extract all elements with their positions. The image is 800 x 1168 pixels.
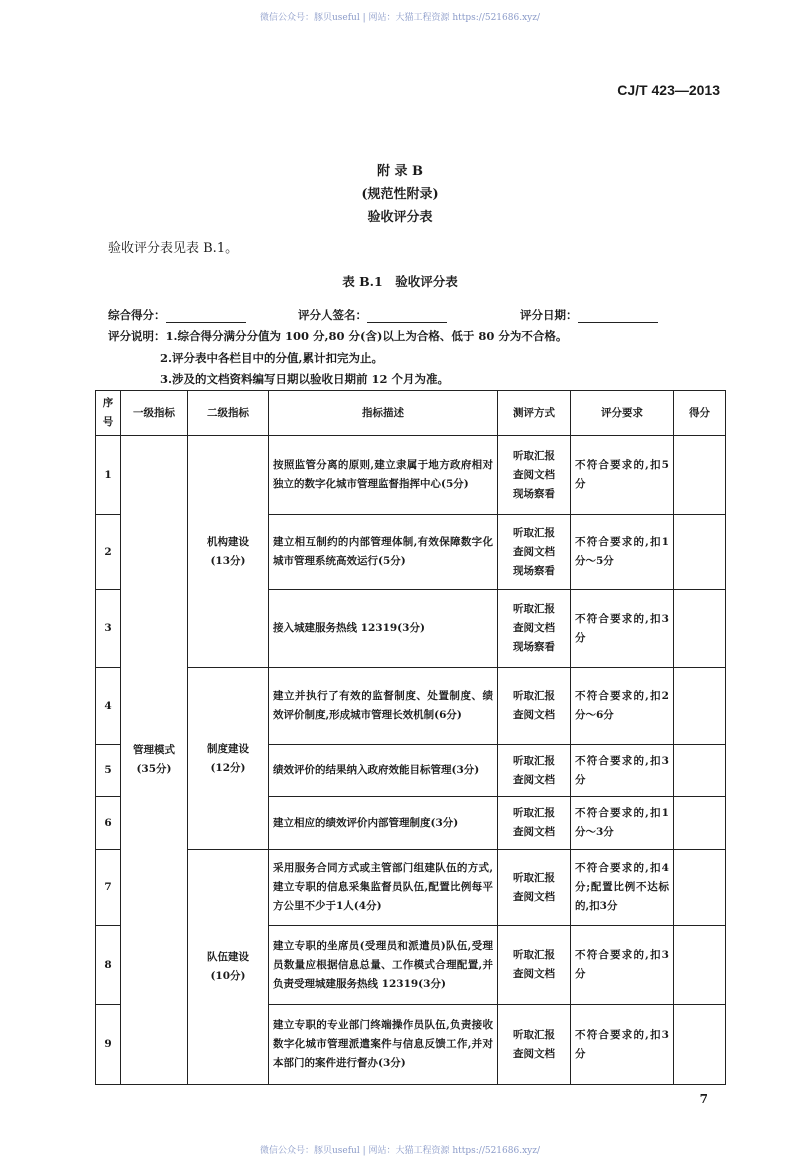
level2-name: 机构建设: [207, 535, 249, 548]
field-score-label: 综合得分：: [108, 308, 166, 322]
method-line: 听取汇报: [513, 871, 555, 884]
field-signer-blank: [367, 311, 447, 323]
field-score-blank: [166, 311, 246, 323]
column-header: 序号: [96, 391, 121, 436]
score-cell[interactable]: [674, 850, 726, 926]
scoring-requirement: 不符合要求的,扣3分: [571, 926, 674, 1005]
table-row: [96, 668, 726, 745]
scoring-requirement: 不符合要求的,扣1分～5分: [571, 515, 674, 590]
scoring-requirement: 不符合要求的,扣3分: [571, 590, 674, 668]
standard-number: CJ/T 423—2013: [617, 82, 720, 98]
method-line: 听取汇报: [513, 949, 555, 961]
evaluation-method: [498, 436, 571, 515]
column-header: 测评方式: [498, 391, 571, 436]
evaluation-method: [498, 590, 571, 668]
scoring-requirement: 不符合要求的,扣5分: [571, 436, 674, 515]
indicator-description: 建立并执行了有效的监督制度、处置制度、绩效评价制度,形成城市管理长效机制(6分): [269, 668, 498, 745]
row-number: 4: [96, 668, 121, 745]
level2-indicator: [188, 668, 269, 850]
level2-name: 队伍建设: [207, 951, 249, 963]
score-cell[interactable]: [674, 668, 726, 745]
evaluation-method: [498, 745, 571, 797]
table-row: [96, 436, 726, 515]
scoring-requirement: 不符合要求的,扣3分: [571, 1005, 674, 1085]
indicator-description: 接入城建服务热线 12319(3分): [269, 590, 498, 668]
indicator-description: 绩效评价的结果纳入政府效能目标管理(3分): [269, 745, 498, 797]
column-header: 评分要求: [571, 391, 674, 436]
method-line: 查阅文档: [513, 622, 555, 634]
indicator-description: 建立专职的专业部门终端操作员队伍,负责接收数字化城市管理派遣案件与信息反馈工作,并对本部门的案件进行督办(3分): [269, 1005, 498, 1085]
field-date-label: 评分日期：: [520, 308, 578, 322]
row-number: 7: [96, 850, 121, 926]
row-number: 9: [96, 1005, 121, 1085]
indicator-description: 按照监管分离的原则,建立隶属于地方政府相对独立的数字化城市管理监督指挥中心(5分): [269, 436, 498, 515]
method-line: 查阅文档: [513, 709, 555, 721]
evaluation-method: [498, 515, 571, 590]
level2-indicator: [188, 850, 269, 1085]
level2-score: (10分): [210, 970, 246, 982]
notes-label: 评分说明：: [108, 329, 166, 343]
row-number: 5: [96, 745, 121, 797]
scoring-requirement: 不符合要求的,扣3分: [571, 745, 674, 797]
scoring-requirement: 不符合要求的,扣1分～3分: [571, 797, 674, 850]
method-line: 查阅文档: [513, 968, 555, 980]
watermark-top: 微信公众号：豚贝useful | 网站：大猫工程资源 https://521686.xyz/: [259, 13, 541, 23]
level2-score: (13分): [210, 554, 246, 567]
score-table: [95, 390, 726, 1085]
row-number: 3: [96, 590, 121, 668]
score-cell[interactable]: [674, 436, 726, 515]
score-cell[interactable]: [674, 590, 726, 668]
score-cell[interactable]: [674, 926, 726, 1005]
appendix-subtitle: (规范性附录): [361, 187, 439, 202]
level2-score: (12分): [210, 761, 246, 774]
table-row: [96, 850, 726, 926]
method-line: 查阅文档: [513, 890, 555, 903]
table-caption: 表 B.1 验收评分表: [342, 274, 458, 289]
method-line: 听取汇报: [513, 449, 555, 462]
evaluation-method: [498, 668, 571, 745]
page-number: 7: [699, 1092, 708, 1106]
score-cell[interactable]: [674, 515, 726, 590]
method-line: 现场察看: [513, 487, 555, 500]
score-cell[interactable]: [674, 1005, 726, 1085]
level1-name: 管理模式: [133, 744, 175, 756]
intro-text: 验收评分表见表 B.1。: [108, 241, 239, 256]
evaluation-method: [498, 850, 571, 926]
method-line: 听取汇报: [513, 526, 555, 539]
column-header: 指标描述: [269, 391, 498, 436]
notes-1: [108, 328, 567, 344]
method-line: 听取汇报: [513, 1028, 555, 1041]
level2-indicator: [188, 436, 269, 668]
method-line: 查阅文档: [513, 468, 555, 481]
field-score: [108, 307, 246, 323]
method-line: 查阅文档: [513, 1047, 555, 1060]
evaluation-method: [498, 797, 571, 850]
method-line: 听取汇报: [513, 754, 555, 767]
column-header: 得分: [674, 391, 726, 436]
indicator-description: 建立相应的绩效评价内部管理制度(3分): [269, 797, 498, 850]
method-line: 现场察看: [513, 564, 555, 577]
score-cell[interactable]: [674, 745, 726, 797]
method-line: 听取汇报: [513, 807, 555, 819]
method-line: 现场察看: [513, 641, 555, 653]
level1-indicator: [121, 436, 188, 1085]
method-line: 听取汇报: [513, 603, 555, 615]
row-number: 6: [96, 797, 121, 850]
method-line: 听取汇报: [513, 690, 555, 702]
method-line: 查阅文档: [513, 773, 555, 786]
score-cell[interactable]: [674, 797, 726, 850]
note-item: 3.涉及的文档资料编写日期以验收日期前 12 个月为准。: [160, 372, 450, 386]
scoring-requirement: 不符合要求的,扣2分～6分: [571, 668, 674, 745]
level2-name: 制度建设: [207, 742, 249, 755]
row-number: 1: [96, 436, 121, 515]
row-number: 8: [96, 926, 121, 1005]
scoring-requirement: 不符合要求的,扣4分;配置比例不达标的,扣3分: [571, 850, 674, 926]
appendix-name: 验收评分表: [367, 210, 433, 225]
column-header: 一级指标: [121, 391, 188, 436]
note-item: 2.评分表中各栏目中的分值,累计扣完为止。: [160, 351, 384, 365]
indicator-description: 建立相互制约的内部管理体制,有效保障数字化城市管理系统高效运行(5分): [269, 515, 498, 590]
row-number: 2: [96, 515, 121, 590]
field-date: [520, 307, 658, 323]
appendix-title: 附 录 B: [376, 164, 424, 179]
method-line: 查阅文档: [513, 545, 555, 558]
column-header: 二级指标: [188, 391, 269, 436]
field-signer: [298, 307, 447, 323]
watermark-bottom: 微信公众号：豚贝useful | 网站：大猫工程资源 https://521686.xyz/: [259, 1146, 541, 1156]
field-date-blank: [578, 311, 658, 323]
evaluation-method: [498, 926, 571, 1005]
note-item: 1.综合得分满分分值为 100 分,80 分(含)以上为合格、低于 80 分为不合格。: [165, 329, 568, 343]
method-line: 查阅文档: [513, 826, 555, 838]
evaluation-method: [498, 1005, 571, 1085]
level1-score: (35分): [136, 763, 172, 775]
indicator-description: 采用服务合同方式或主管部门组建队伍的方式,建立专职的信息采集监督员队伍,配置比例每平方公里不少于1人(4分): [269, 850, 498, 926]
indicator-description: 建立专职的坐席员(受理员和派遣员)队伍,受理员数量应根据信息总量、工作模式合理配置,并负责受理城建服务热线 12319(3分): [269, 926, 498, 1005]
field-signer-label: 评分人签名：: [298, 308, 367, 322]
